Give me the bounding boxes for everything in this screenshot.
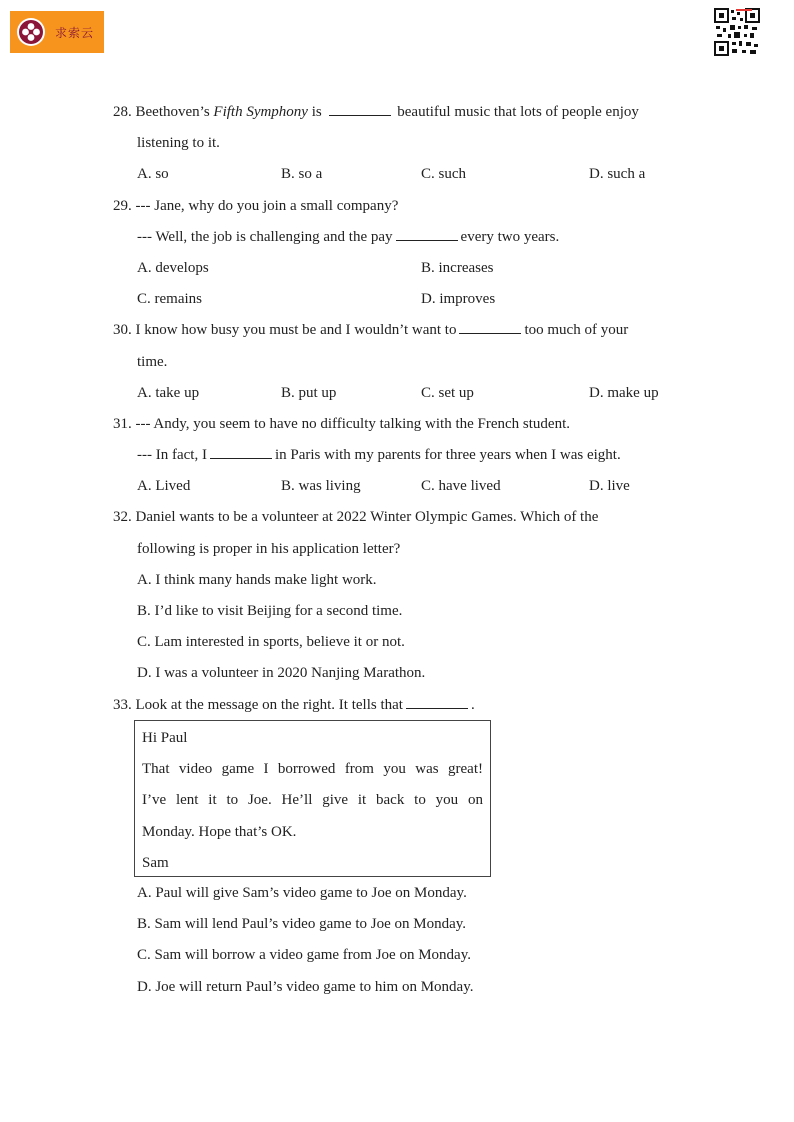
question-text: --- Well, the job is challenging and the pay <box>137 228 393 245</box>
question-text: following is proper in his application letter? <box>137 540 401 557</box>
option-d[interactable]: D. Joe will return Paul’s video game to him on Monday. <box>137 978 474 995</box>
option-c[interactable]: C. remains <box>137 291 202 308</box>
q33-options <box>137 878 473 1003</box>
option-b[interactable]: B. put up <box>281 384 337 401</box>
question-29 <box>113 191 673 222</box>
option-a[interactable]: A. I think many hands make light work. <box>137 571 377 588</box>
question-text: Beethoven’s <box>135 104 214 120</box>
option-c[interactable]: C. Sam will borrow a video game from Joe on Monday. <box>137 947 471 964</box>
options-row <box>113 378 673 409</box>
options-row <box>113 284 673 315</box>
question-text: Daniel wants to be a volunteer at 2022 Winter Olympic Games. Which of the <box>135 509 599 526</box>
option-d[interactable]: D. improves <box>421 291 496 308</box>
question-text: --- Jane, why do you join a small company? <box>135 197 399 214</box>
question-text: every two years. <box>460 228 560 245</box>
question-text: I know how busy you must be and I wouldn’t want to <box>135 322 457 339</box>
question-text: Look at the message on the right. It tells that <box>135 696 403 713</box>
option-b[interactable]: B. Sam will lend Paul’s video game to Joe on Monday. <box>137 916 466 933</box>
qr-code-icon <box>714 8 760 56</box>
option-c[interactable]: C. Lam interested in sports, believe it or not. <box>137 634 405 651</box>
question-31 <box>113 409 673 440</box>
option-a[interactable]: A. take up <box>137 384 200 401</box>
logo-text: 求索云 <box>55 25 95 40</box>
question-number: 28. <box>113 104 132 120</box>
message-box <box>134 720 491 877</box>
question-text: is <box>307 104 326 120</box>
option-d[interactable]: D. such a <box>589 166 646 183</box>
option-b[interactable]: B. increases <box>421 259 494 276</box>
option-a[interactable]: A. develops <box>137 259 209 276</box>
question-text: beautiful music that lots of people enjoy <box>393 104 639 120</box>
answer-blank <box>406 693 468 709</box>
option-c[interactable]: C. have lived <box>421 478 501 495</box>
option-b[interactable]: B. I’d like to visit Beijing for a second time. <box>137 603 403 619</box>
message-line: That video game I borrowed from you was great! <box>142 761 483 778</box>
question-32 <box>113 502 673 533</box>
question-number: 32. <box>113 509 132 526</box>
question-30 <box>113 315 673 346</box>
question-number: 31. <box>113 415 132 432</box>
option-c[interactable]: C. such <box>421 166 466 183</box>
site-logo <box>10 11 104 53</box>
answer-blank <box>459 318 521 334</box>
message-greeting: Hi Paul <box>142 730 188 746</box>
options-row <box>113 253 673 284</box>
question-number: 29. <box>113 197 132 214</box>
question-text: in Paris with my parents for three years when I was eight. <box>274 447 621 464</box>
question-text-italic: Fifth Symphony <box>213 104 308 120</box>
question-text: time. <box>137 353 168 370</box>
answer-blank <box>396 225 458 241</box>
question-28 <box>113 97 673 128</box>
options-row <box>113 471 673 502</box>
question-number: 33. <box>113 696 132 713</box>
question-text: --- Andy, you seem to have no difficulty talking with the French student. <box>135 415 571 432</box>
option-d[interactable]: D. make up <box>589 384 659 401</box>
option-d[interactable]: D. I was a volunteer in 2020 Nanjing Marathon. <box>137 665 426 682</box>
option-a[interactable]: A. Lived <box>137 478 191 495</box>
question-text: . <box>470 696 475 713</box>
message-signature: Sam <box>142 854 169 871</box>
question-33 <box>113 690 673 721</box>
question-text-line <box>113 222 673 253</box>
question-number: 30. <box>113 322 132 339</box>
question-text: too much of your <box>524 322 629 339</box>
question-text: listening to it. <box>137 135 220 152</box>
answer-blank <box>329 100 391 116</box>
question-list <box>113 97 673 721</box>
question-text-line <box>113 440 673 471</box>
question-text: --- In fact, I <box>137 447 207 464</box>
message-line: I’ve lent it to Joe. He’ll give it back to you on <box>142 792 483 809</box>
option-b[interactable]: B. so a <box>281 166 323 183</box>
message-line: Monday. Hope that’s OK. <box>142 823 297 840</box>
options-row <box>113 159 673 190</box>
option-a[interactable]: A. so <box>137 166 169 183</box>
clover-icon <box>16 17 46 47</box>
option-b[interactable]: B. was living <box>281 478 361 495</box>
option-d[interactable]: D. live <box>589 478 630 495</box>
option-a[interactable]: A. Paul will give Sam’s video game to Joe on Monday. <box>137 885 467 901</box>
option-c[interactable]: C. set up <box>421 384 474 401</box>
answer-blank <box>210 443 272 459</box>
